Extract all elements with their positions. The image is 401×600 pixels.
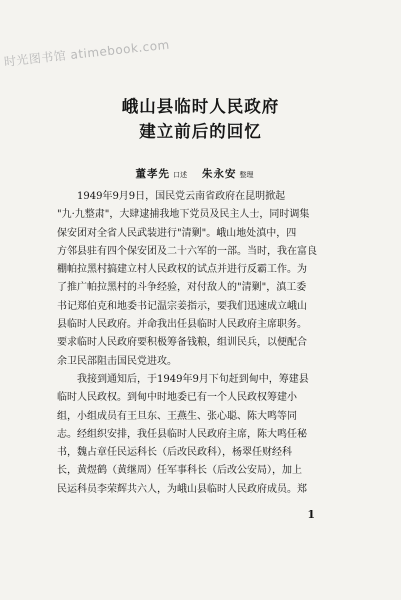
text-line: 县临时人民政府。并命我出任县临时人民政府主席职务。: [57, 319, 307, 331]
document-title: 峨山县临时人民政府: [121, 97, 280, 116]
text-line: 方邻县驻有四个保安团及二十六军的一部。当时，我在富良: [57, 245, 317, 257]
text-line: 保安团对全省人民武装进行"清剿"。峨山地处滇中，四: [57, 227, 297, 239]
text-line: 了推广帕拉黑村的斗争经验，对付敌人的"清剿"，滇工委: [57, 282, 307, 294]
watermark: 时光图书馆 atimebook.com: [3, 37, 171, 69]
text-line: 书记郑伯克和地委书记温宗姜指示，要我们迅速成立峨山: [57, 300, 307, 312]
page-number: 1: [307, 508, 315, 521]
text-line: 要求临时人民政府要积极筹备钱粮，组训民兵，以便配合: [57, 337, 307, 349]
text-line: 书，魏占章任民运科长（后改民政科），杨翠任财经科: [57, 447, 292, 459]
text-line: 余卫民部阻击国民党进攻。: [57, 355, 177, 367]
editor-name: 朱永安: [202, 168, 237, 180]
text-line: 临时人民政权。到甸中时地委已有一个人民政权筹建小: [57, 392, 297, 404]
text-line: 我接到通知后，于1949年9月下旬赶到甸中，筹建县: [77, 373, 309, 385]
text-line: 棚帕拉黑村搞建立村人民政权的试点并进行反霸工作。为: [57, 264, 307, 276]
byline: [0, 166, 401, 181]
author-name: 董孝先: [135, 168, 170, 180]
document-subtitle: 建立前后的回忆: [139, 122, 262, 141]
body-text: [57, 188, 362, 499]
text-line: 组，小组成员有王旦东、王燕生、张心聪、陈大鸣等同: [57, 410, 297, 422]
text-line: 长，黄煜鹤（黄继周）任军事科长（后改公安局），加上: [57, 465, 302, 477]
text-line: 1949年9月9日，国民党云南省政府在昆明掀起: [77, 191, 286, 202]
text-line: 民运科员李荣辉共六人，为峨山县临时人民政府成员。郑: [57, 483, 307, 495]
editor-role: 整理: [239, 171, 254, 179]
author-role: 口述: [172, 171, 187, 179]
text-line: "九·九整肃"，大肆逮捕我地下党员及民主人士，同时调集: [57, 209, 310, 221]
text-line: 志。经组织安排，我任县临时人民政府主席，陈大鸣任秘: [57, 428, 307, 440]
